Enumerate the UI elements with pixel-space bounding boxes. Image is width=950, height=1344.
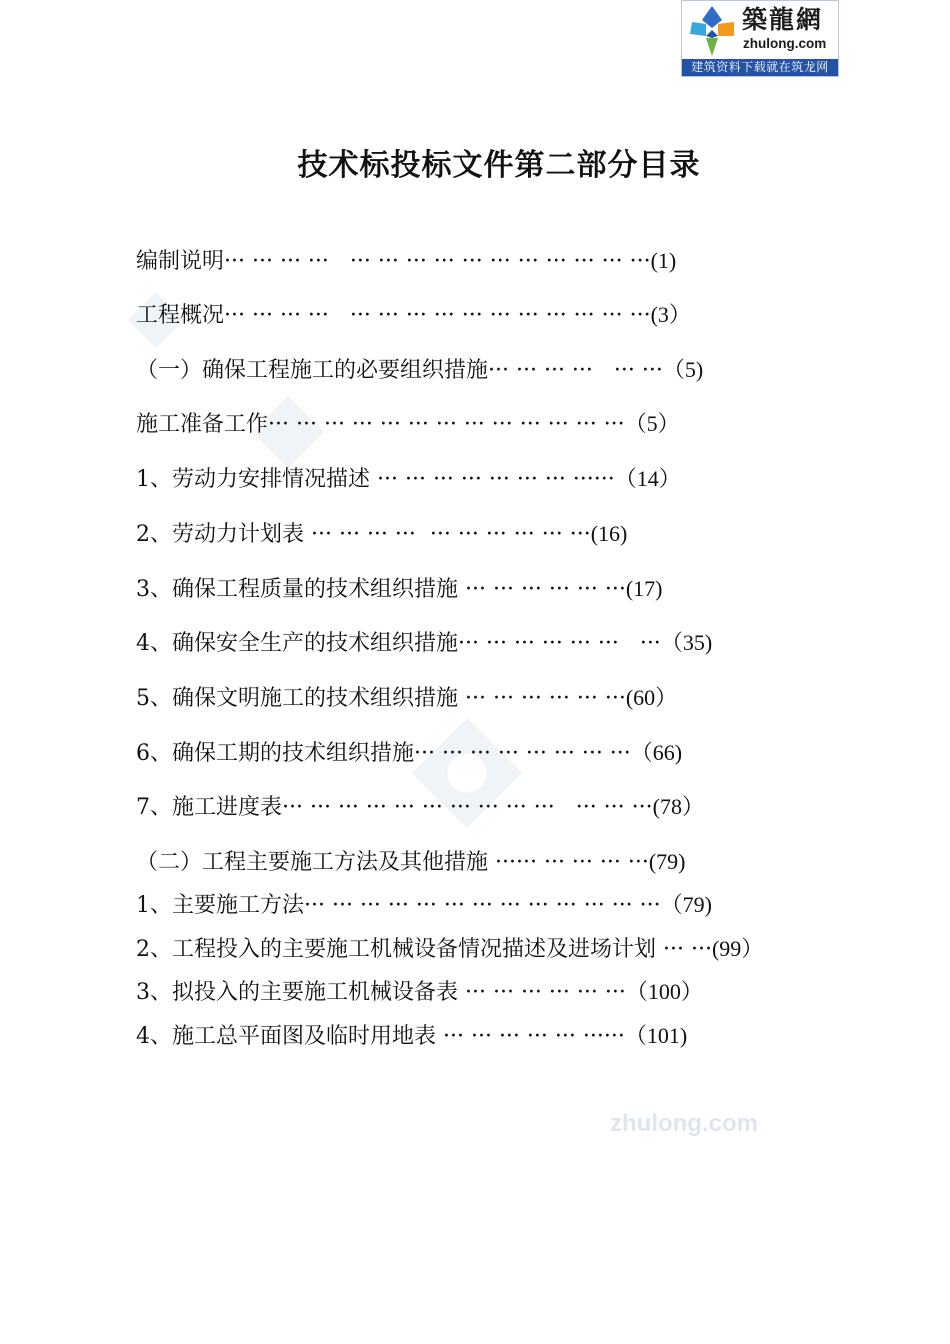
toc-entry-page: （5）: [624, 411, 680, 436]
logo-slogan: 建筑资料下载就在筑龙网: [682, 59, 838, 76]
toc-entry-page: （79): [660, 892, 712, 917]
toc-entry-leader: ··· ··· ··· ··· ··· ··· ··· ··· ··· ··· ··· ··· ··· ··· ···: [224, 303, 651, 328]
toc-entry[interactable]: [136, 792, 704, 822]
toc-entry-label: 3、确保工程质量的技术组织措施: [136, 577, 458, 602]
toc-entry-label: 4、确保安全生产的技术组织措施: [136, 631, 458, 656]
toc-entry[interactable]: [136, 300, 691, 330]
toc-entry-label: 2、工程投入的主要施工机械设备情况描述及进场计划: [136, 937, 656, 962]
toc-entry-page: （101): [624, 1023, 688, 1048]
toc-entry-leader: ··· ··· ··· ··· ··· ··· ··· ··· ··· ···: [304, 522, 591, 547]
logo-domain: zhulong.com: [743, 36, 827, 51]
toc-entry-label: 7、施工进度表: [136, 795, 282, 820]
toc-entry-label: 1、劳动力安排情况描述: [136, 467, 370, 492]
toc-entry-page: (99）: [711, 936, 764, 961]
toc-entry[interactable]: [136, 409, 680, 439]
toc-entry-page: (60）: [625, 685, 678, 710]
toc-entry-label: 编制说明: [136, 249, 225, 274]
toc-entry-page: (1): [650, 248, 677, 273]
toc-entry-page: （5): [662, 357, 704, 382]
toc-entry-page: （66): [630, 740, 683, 765]
toc-entry-leader: ··· ···: [656, 937, 712, 962]
toc-entry-leader: ··· ··· ··· ··· ··· ···: [488, 358, 663, 383]
toc-entry-leader: ··· ··· ··· ··· ··· ··· ··· ··· ··· ··· ··· ··· ··· ··· ···: [224, 249, 651, 274]
toc-entry-label: （二）工程主要施工方法及其他措施: [136, 850, 489, 875]
toc-entry-page: (17): [625, 576, 663, 601]
toc-entry-label: 6、确保工期的技术组织措施: [136, 741, 414, 766]
toc-entry-leader: ······ ··· ··· ··· ···: [488, 850, 649, 875]
toc-entry-page: （14）: [614, 466, 681, 491]
toc-entry-label: （一）确保工程施工的必要组织措施: [136, 358, 489, 383]
toc-entry[interactable]: [136, 977, 703, 1007]
toc-entry[interactable]: [136, 934, 763, 964]
toc-entry[interactable]: [136, 628, 712, 658]
toc-entry[interactable]: [136, 890, 712, 920]
toc-entry[interactable]: [136, 683, 677, 713]
toc-entry-label: 5、确保文明施工的技术组织措施: [136, 686, 458, 711]
toc-entry[interactable]: [136, 246, 676, 276]
toc-entry-leader: ··· ··· ··· ··· ··· ··· ··· ······: [370, 467, 615, 492]
toc-entry-page: (16): [590, 521, 628, 546]
toc-entry-label: 1、主要施工方法: [136, 893, 304, 918]
toc-entry-page: （100）: [625, 979, 703, 1004]
toc-entry-page: (79): [648, 849, 686, 874]
toc-entry-leader: ··· ··· ··· ··· ··· ··· ···: [458, 631, 661, 656]
toc-entry-page: (3）: [650, 302, 691, 327]
toc-entry-label: 3、拟投入的主要施工机械设备表: [136, 980, 458, 1005]
toc-entry[interactable]: [136, 1021, 687, 1051]
toc-entry-page: (78）: [652, 794, 704, 819]
toc-entry[interactable]: [136, 847, 686, 877]
toc-entry[interactable]: [136, 355, 703, 385]
toc-entry-leader: ··· ··· ··· ··· ··· ··· ··· ···: [414, 741, 631, 766]
toc-entry-label: 4、施工总平面图及临时用地表: [136, 1024, 436, 1049]
toc-entry-label: 工程概况: [136, 303, 225, 328]
toc-entry-leader: ··· ··· ··· ··· ··· ··· ··· ··· ··· ··· ··· ··· ···: [268, 412, 625, 437]
document-title: 技术标投标文件第二部分目录: [297, 148, 701, 183]
toc-entry[interactable]: [136, 738, 682, 768]
toc-entry[interactable]: [136, 574, 663, 604]
toc-entry-label: 2、劳动力计划表: [136, 522, 304, 547]
toc-entry-label: 施工准备工作: [136, 412, 269, 437]
zhulong-logo-icon: [684, 4, 740, 58]
zhulong-logo[interactable]: [681, 0, 839, 77]
toc-entry[interactable]: [136, 519, 627, 549]
toc-entry-leader: ··· ··· ··· ··· ··· ··· ··· ··· ··· ··· ··· ··· ···: [282, 795, 653, 820]
toc-entry-leader: ··· ··· ··· ··· ··· ···: [458, 577, 626, 602]
toc-entry-page: （35): [660, 630, 713, 655]
logo-name-cn: 築龍網: [742, 5, 824, 34]
toc-entry-leader: ··· ··· ··· ··· ··· ···: [458, 686, 626, 711]
toc-entry-leader: ··· ··· ··· ··· ··· ······: [436, 1024, 625, 1049]
toc-entry-leader: ··· ··· ··· ··· ··· ··· ··· ··· ··· ··· ··· ··· ···: [304, 893, 661, 918]
watermark-text: zhulong.com: [610, 1110, 758, 1137]
toc-entry[interactable]: [136, 464, 681, 494]
toc-entry-leader: ··· ··· ··· ··· ··· ···: [458, 980, 626, 1005]
